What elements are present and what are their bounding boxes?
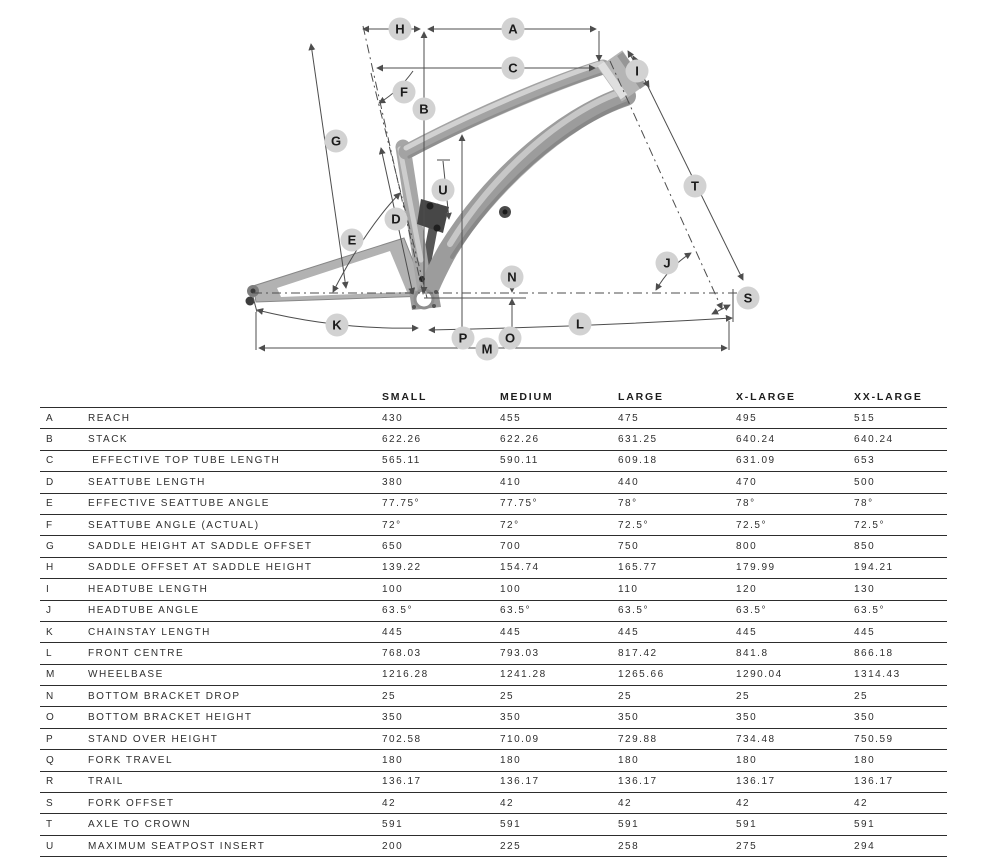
row-value-small: 430 [382, 412, 404, 424]
row-value-xx-large: 445 [854, 626, 876, 638]
row-letter: D [46, 476, 55, 488]
dim-label-text-T: T [691, 178, 699, 194]
table-header-row [40, 388, 947, 408]
row-name: REACH [88, 412, 131, 424]
table-row-U [40, 836, 947, 857]
row-value-large: 72.5° [618, 519, 649, 531]
row-value-small: 350 [382, 712, 404, 724]
row-value-medium: 1241.28 [500, 669, 547, 681]
table-row-E [40, 494, 947, 515]
geometry-diagram [0, 0, 987, 378]
row-value-xx-large: 72.5° [854, 519, 885, 531]
table-row-A [40, 408, 947, 429]
dim-label-text-O: O [504, 330, 516, 346]
row-value-large: 180 [618, 754, 640, 766]
geometry-table [40, 388, 947, 857]
row-value-small: 591 [382, 819, 404, 831]
dim-label-text-C: C [508, 60, 518, 76]
column-header-xx-large: XX-LARGE [854, 391, 923, 403]
row-name: CHAINSTAY LENGTH [88, 626, 211, 638]
row-value-x-large: 78° [736, 498, 756, 510]
row-value-xx-large: 640.24 [854, 434, 894, 446]
row-value-medium: 225 [500, 840, 522, 852]
row-value-small: 768.03 [382, 647, 422, 659]
row-value-x-large: 25 [736, 690, 751, 702]
dim-label-text-L: L [576, 316, 584, 332]
row-value-x-large: 72.5° [736, 519, 767, 531]
dim-label-text-K: K [332, 317, 342, 333]
dim-label-text-N: N [507, 269, 517, 285]
dim-label-text-G: G [330, 133, 342, 149]
row-name: EFFECTIVE SEATTUBE ANGLE [88, 498, 270, 510]
row-value-xx-large: 1314.43 [854, 669, 901, 681]
row-name: HEADTUBE ANGLE [88, 605, 200, 617]
row-letter: B [46, 434, 55, 446]
dim-label-text-U: U [438, 182, 448, 198]
row-value-small: 380 [382, 476, 404, 488]
row-name: SADDLE HEIGHT AT SADDLE OFFSET [88, 541, 313, 553]
dim-label-text-J: J [663, 255, 671, 271]
row-value-medium: 72° [500, 519, 520, 531]
dim-label-text-D: D [391, 211, 401, 227]
row-value-x-large: 495 [736, 412, 758, 424]
row-letter: M [46, 669, 56, 681]
row-value-x-large: 350 [736, 712, 758, 724]
dim-label-text-S: S [743, 290, 753, 306]
table-row-C [40, 451, 947, 472]
dim-label-text-A: A [508, 21, 518, 37]
row-name: FRONT CENTRE [88, 647, 185, 659]
table-row-P [40, 729, 947, 750]
row-value-large: 609.18 [618, 455, 658, 467]
row-name: STACK [88, 434, 129, 446]
row-value-large: 165.77 [618, 562, 658, 574]
row-value-x-large: 275 [736, 840, 758, 852]
row-value-x-large: 470 [736, 476, 758, 488]
row-value-large: 136.17 [618, 776, 658, 788]
row-value-large: 440 [618, 476, 640, 488]
row-letter: Q [46, 754, 56, 766]
column-header-large: LARGE [618, 391, 664, 403]
row-letter: C [46, 455, 55, 467]
row-value-xx-large: 653 [854, 455, 876, 467]
row-value-medium: 42 [500, 797, 515, 809]
row-letter: K [46, 626, 55, 638]
row-value-medium: 154.74 [500, 562, 540, 574]
row-value-xx-large: 750.59 [854, 733, 894, 745]
dim-label-text-H: H [395, 21, 405, 37]
row-name: SEATTUBE ANGLE (ACTUAL) [88, 519, 260, 531]
row-letter: R [46, 776, 55, 788]
table-row-N [40, 686, 947, 707]
row-letter: E [46, 498, 55, 510]
row-name: BOTTOM BRACKET HEIGHT [88, 712, 253, 724]
dim-saddle-height-line [311, 44, 346, 288]
row-name: MAXIMUM SEATPOST INSERT [88, 840, 266, 852]
table-row-F [40, 515, 947, 536]
table-row-K [40, 622, 947, 643]
row-value-medium: 590.11 [500, 455, 539, 467]
table-row-S [40, 793, 947, 814]
table-row-O [40, 707, 947, 728]
row-value-large: 63.5° [618, 605, 649, 617]
row-value-xx-large: 591 [854, 819, 876, 831]
table-row-Q [40, 750, 947, 771]
row-value-xx-large: 194.21 [854, 562, 894, 574]
row-value-large: 750 [618, 541, 640, 553]
dim-label-text-F: F [400, 84, 408, 100]
row-value-x-large: 800 [736, 541, 758, 553]
row-value-small: 565.11 [382, 455, 421, 467]
row-value-medium: 180 [500, 754, 522, 766]
row-value-medium: 350 [500, 712, 522, 724]
link-bolt-lower [434, 225, 441, 232]
header-spacer-letter [40, 403, 88, 407]
row-value-xx-large: 42 [854, 797, 869, 809]
row-value-x-large: 120 [736, 583, 758, 595]
row-letter: J [46, 605, 53, 617]
row-value-medium: 445 [500, 626, 522, 638]
table-row-J [40, 601, 947, 622]
row-name: SEATTUBE LENGTH [88, 476, 206, 488]
row-name: FORK OFFSET [88, 797, 175, 809]
row-value-small: 702.58 [382, 733, 422, 745]
table-row-H [40, 558, 947, 579]
row-value-large: 110 [618, 583, 639, 595]
table-row-G [40, 536, 947, 557]
row-value-small: 42 [382, 797, 397, 809]
row-value-medium: 700 [500, 541, 522, 553]
row-value-small: 1216.28 [382, 669, 429, 681]
row-value-x-large: 63.5° [736, 605, 767, 617]
row-value-small: 622.26 [382, 434, 422, 446]
row-letter: G [46, 541, 56, 553]
row-value-xx-large: 25 [854, 690, 869, 702]
row-name: EFFECTIVE TOP TUBE LENGTH [88, 455, 281, 467]
row-value-small: 63.5° [382, 605, 413, 617]
row-value-xx-large: 78° [854, 498, 874, 510]
table-row-I [40, 579, 947, 600]
row-value-xx-large: 63.5° [854, 605, 885, 617]
row-value-xx-large: 866.18 [854, 647, 894, 659]
row-name: BOTTOM BRACKET DROP [88, 690, 241, 702]
dim-axle-to-crown-line [633, 56, 743, 280]
row-value-small: 77.75° [382, 498, 421, 510]
row-value-large: 631.25 [618, 434, 658, 446]
row-value-x-large: 591 [736, 819, 758, 831]
row-value-x-large: 734.48 [736, 733, 776, 745]
row-value-xx-large: 294 [854, 840, 876, 852]
row-letter: P [46, 733, 55, 745]
row-value-medium: 455 [500, 412, 522, 424]
row-value-large: 475 [618, 412, 640, 424]
row-value-small: 136.17 [382, 776, 422, 788]
row-value-xx-large: 500 [854, 476, 876, 488]
dim-label-text-B: B [419, 101, 429, 117]
dim-label-text-E: E [347, 232, 357, 248]
row-name: SADDLE OFFSET AT SADDLE HEIGHT [88, 562, 313, 574]
row-value-small: 139.22 [382, 562, 422, 574]
row-value-large: 729.88 [618, 733, 658, 745]
dim-label-text-P: P [458, 330, 468, 346]
row-letter: T [46, 819, 54, 831]
row-name: AXLE TO CROWN [88, 819, 192, 831]
row-value-small: 180 [382, 754, 404, 766]
row-value-medium: 77.75° [500, 498, 539, 510]
row-letter: I [46, 583, 51, 595]
bb-bolt-4 [432, 304, 436, 308]
row-value-medium: 591 [500, 819, 522, 831]
table-body [40, 408, 947, 857]
row-value-small: 100 [382, 583, 404, 595]
row-value-medium: 63.5° [500, 605, 531, 617]
row-value-x-large: 180 [736, 754, 758, 766]
row-value-large: 25 [618, 690, 633, 702]
row-name: STAND OVER HEIGHT [88, 733, 219, 745]
row-letter: L [46, 647, 54, 659]
row-value-xx-large: 350 [854, 712, 876, 724]
row-value-xx-large: 515 [854, 412, 876, 424]
row-value-medium: 410 [500, 476, 522, 488]
column-header-x-large: X-LARGE [736, 391, 796, 403]
table-row-B [40, 429, 947, 450]
row-value-xx-large: 130 [854, 583, 876, 595]
row-letter: N [46, 690, 55, 702]
row-value-small: 72° [382, 519, 402, 531]
row-value-large: 258 [618, 840, 640, 852]
row-value-large: 42 [618, 797, 633, 809]
row-name: HEADTUBE LENGTH [88, 583, 209, 595]
row-value-medium: 100 [500, 583, 522, 595]
row-letter: H [46, 562, 55, 574]
top-tube [406, 67, 603, 152]
dim-label-text-I: I [635, 63, 639, 79]
dim-label-text-M: M [481, 341, 493, 357]
row-value-xx-large: 850 [854, 541, 876, 553]
table-row-L [40, 643, 947, 664]
row-name: WHEELBASE [88, 669, 164, 681]
bb-bolt-3 [412, 305, 416, 309]
table-row-D [40, 472, 947, 493]
row-value-small: 200 [382, 840, 404, 852]
row-value-large: 445 [618, 626, 640, 638]
row-name: FORK TRAVEL [88, 754, 174, 766]
row-value-large: 78° [618, 498, 638, 510]
table-row-M [40, 665, 947, 686]
row-value-medium: 710.09 [500, 733, 540, 745]
row-value-large: 817.42 [618, 647, 658, 659]
row-letter: S [46, 797, 55, 809]
row-letter: A [46, 412, 55, 424]
row-name: TRAIL [88, 776, 124, 788]
row-value-x-large: 136.17 [736, 776, 776, 788]
row-letter: O [46, 712, 56, 724]
row-value-small: 445 [382, 626, 404, 638]
row-value-x-large: 640.24 [736, 434, 776, 446]
row-value-x-large: 179.99 [736, 562, 776, 574]
row-value-x-large: 841.8 [736, 647, 769, 659]
column-header-medium: MEDIUM [500, 391, 554, 403]
shock-mount-bolt-center [503, 210, 508, 215]
row-value-medium: 793.03 [500, 647, 540, 659]
row-value-medium: 25 [500, 690, 515, 702]
row-value-small: 25 [382, 690, 397, 702]
row-value-x-large: 631.09 [736, 455, 776, 467]
row-value-xx-large: 136.17 [854, 776, 894, 788]
row-value-large: 1265.66 [618, 669, 665, 681]
row-value-large: 591 [618, 819, 640, 831]
row-letter: F [46, 519, 54, 531]
link-bolt-upper [427, 203, 434, 210]
row-value-medium: 136.17 [500, 776, 540, 788]
row-value-x-large: 42 [736, 797, 751, 809]
column-header-small: SMALL [382, 391, 428, 403]
row-value-x-large: 445 [736, 626, 758, 638]
row-value-x-large: 1290.04 [736, 669, 783, 681]
row-value-small: 650 [382, 541, 404, 553]
header-spacer-name [88, 403, 376, 407]
table-row-T [40, 814, 947, 835]
row-value-medium: 622.26 [500, 434, 540, 446]
row-letter: U [46, 840, 55, 852]
row-value-large: 350 [618, 712, 640, 724]
down-tube-shade [452, 103, 628, 257]
table-row-R [40, 772, 947, 793]
row-value-xx-large: 180 [854, 754, 876, 766]
